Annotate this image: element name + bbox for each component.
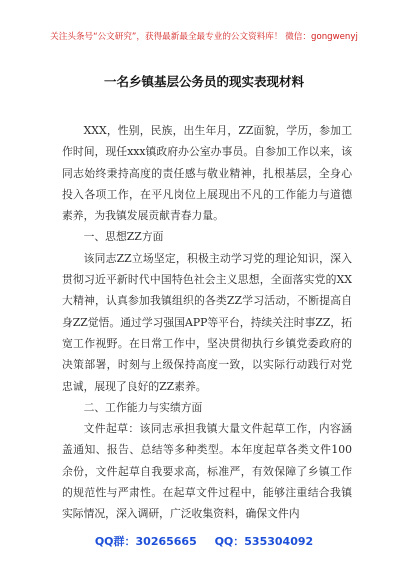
ability-paragraph: 文件起草：该同志承担我镇大量文件起草工作，内容涵盖通知、报告、总结等多种类型。本年度起草各类文件100余份，文件起草自我要求高，标准严，有效保障了乡镇工作的规范性与严肃性。在起草文件过程中，能够注重结合我镇实际情况，深入调研，广泛收集资料，确保文件内	[62, 422, 352, 521]
document-body	[62, 120, 352, 525]
footer-contact: QQ群：30265665 QQ：535304092	[94, 535, 314, 548]
section-heading-ability: 二、工作能力与实绩方面	[83, 400, 203, 414]
intro-paragraph: XXX，性别，民族，出生年月，ZZ面貌，学历，参加工作时间，现任xxx镇政府办公室办事员。自参加工作以来，该同志始终秉持高度的责任感与敬业精神，扎根基层，全身心投入各项工作，在平凡岗位上展现出不凡的工作能力与道德素养，为我镇发展贡献青春力量。	[62, 124, 352, 223]
header-promo-note: 关注头条号“公文研究”，获得最新最全最专业的公文资料库！ 微信：gongwenyj	[50, 32, 358, 42]
political-paragraph: 该同志ZZ立场坚定，积极主动学习党的理论知识，深入贯彻习近平新时代中国特色社会主义思想，全面落实党的XX大精神，认真参加我镇组织的各类ZZ学习活动，不断提高自身ZZ觉悟。通过学习强国APP等平台，持续关注时事ZZ，拓宽工作视野。在日常工作中，坚决贯彻执行乡镇党委政府的决策部署，时刻与上级保持高度一致，以实际行动践行对党忠诚，展现了良好的ZZ素养。	[62, 251, 352, 393]
section-heading-political: 一、思想ZZ方面	[83, 230, 164, 244]
document-title: 一名乡镇基层公务员的现实表现材料	[103, 74, 304, 89]
